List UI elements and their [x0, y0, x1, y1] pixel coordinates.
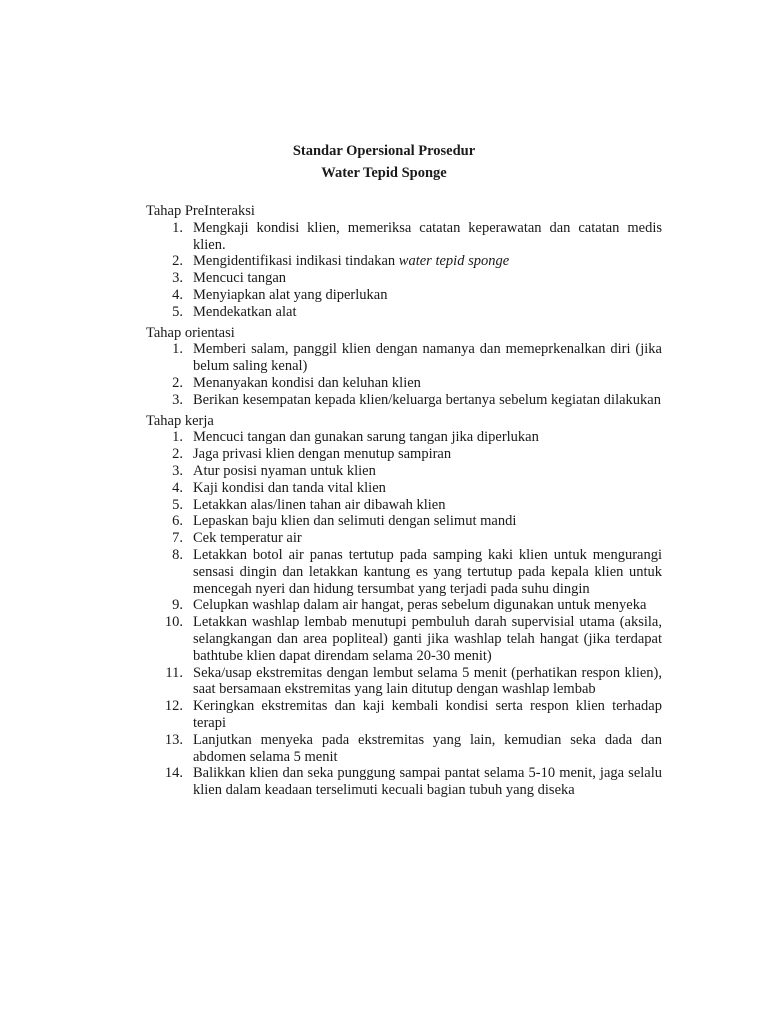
item-number: 1.	[172, 429, 183, 446]
item-number: 3.	[172, 462, 183, 479]
list-item	[146, 513, 662, 530]
item-text: Seka/usap ekstremitas dengan lembut selama 5 menit (perhatikan respon klien), saat bersamaan ekstremitas yang lain ditutup dengan washlap lembab	[193, 664, 662, 698]
title-block	[0, 140, 768, 184]
list-item	[146, 732, 662, 766]
document-body	[146, 203, 662, 803]
item-number: 5.	[172, 303, 183, 320]
list-item	[146, 220, 662, 254]
section-heading: Tahap PreInteraksi	[146, 203, 255, 219]
item-text: Lanjutkan menyeka pada ekstremitas yang lain, kemudian seka dada dan abdomen selama 5 menit	[193, 731, 662, 765]
item-text: Cek temperatur air	[193, 530, 302, 547]
item-number: 9.	[172, 597, 183, 614]
list-item	[146, 547, 662, 597]
item-number: 5.	[172, 496, 183, 513]
section-heading: Tahap orientasi	[146, 324, 235, 341]
section-heading: Tahap kerja	[146, 412, 214, 429]
step-list	[146, 341, 662, 408]
item-text: Balikkan klien dan seka punggung sampai pantat selama 5-10 menit, jaga selalu klien dalam keadaan terselimuti kecuali bagian tubuh yang diseka	[193, 765, 662, 799]
item-number: 14.	[164, 765, 183, 782]
item-text: Mengidentifikasi indikasi tindakan	[193, 253, 399, 270]
item-number: 13.	[164, 731, 183, 748]
list-item	[146, 530, 662, 547]
item-number: 4.	[172, 286, 183, 303]
list-item	[146, 497, 662, 514]
section-orientasi	[146, 325, 662, 409]
list-item	[146, 304, 662, 321]
item-text: Menanyakan kondisi dan keluhan klien	[193, 374, 421, 391]
list-item	[146, 341, 662, 375]
item-text: Mengkaji kondisi klien, memeriksa catatan keperawatan dan catatan medis klien.	[193, 219, 662, 253]
item-number: 3.	[172, 391, 183, 408]
list-item	[146, 270, 662, 287]
list-item	[146, 375, 662, 392]
list-item	[146, 392, 662, 409]
item-number: 11.	[165, 664, 183, 681]
item-number: 6.	[172, 513, 183, 530]
item-number: 4.	[172, 479, 183, 496]
item-number: 2.	[172, 374, 183, 391]
item-number: 3.	[172, 270, 183, 287]
document-subtitle: Water Tepid Sponge	[321, 165, 447, 181]
item-number: 1.	[172, 219, 183, 236]
item-text: Letakkan alas/linen tahan air dibawah klien	[193, 496, 446, 513]
item-text: Atur posisi nyaman untuk klien	[193, 462, 376, 479]
item-text: Mencuci tangan	[193, 270, 287, 287]
item-emphasis: water tepid sponge	[398, 253, 510, 270]
item-number: 7.	[172, 530, 183, 547]
item-text: Lepaskan baju klien dan selimuti dengan selimut mandi	[193, 513, 517, 530]
item-number: 2.	[172, 253, 183, 270]
item-text: Jaga privasi klien dengan menutup sampiran	[193, 446, 452, 463]
list-item	[146, 614, 662, 664]
list-item	[146, 698, 662, 732]
item-text: Kaji kondisi dan tanda vital klien	[193, 479, 386, 496]
list-item	[146, 446, 662, 463]
item-text: Celupkan washlap dalam air hangat, peras sebelum digunakan untuk menyeka	[193, 597, 647, 614]
list-item	[146, 665, 662, 699]
item-number: 2.	[172, 446, 183, 463]
item-number: 10.	[164, 614, 183, 631]
list-item	[146, 765, 662, 799]
item-number: 12.	[164, 698, 183, 715]
list-item	[146, 287, 662, 304]
item-text: Letakkan washlap lembab menutupi pembuluh darah supervisial utama (aksila, selangkangan dan area popliteal) ganti jika washlap telah hangat (jika terdapat bathtube klien dapat direndam selama 20-30 menit)	[193, 614, 662, 664]
list-item	[146, 253, 662, 270]
list-item	[146, 480, 662, 497]
item-text: Memberi salam, panggil klien dengan namanya dan memeprkenalkan diri (jika belum saling kenal)	[193, 341, 662, 375]
list-item	[146, 429, 662, 446]
section-preinteraksi	[146, 203, 662, 321]
step-list	[146, 220, 662, 321]
list-item	[146, 597, 662, 614]
item-number: 1.	[172, 341, 183, 358]
item-text: Mendekatkan alat	[193, 303, 297, 320]
item-text: Keringkan ekstremitas dan kaji kembali kondisi serta respon klien terhadap terapi	[193, 698, 662, 731]
list-item	[146, 463, 662, 480]
item-text: Letakkan botol air panas tertutup pada samping kaki klien untuk mengurangi sensasi dingin dan letakkan kantung es yang tertutup pada kepala klien untuk mencegah nyeri dan hidung tersumbat yang terjadi pada suhu dingin	[193, 546, 662, 597]
document-title: Standar Opersional Prosedur	[292, 143, 476, 159]
item-number: 8.	[172, 546, 183, 563]
item-text: Mencuci tangan dan gunakan sarung tangan jika diperlukan	[193, 429, 539, 446]
item-text: Berikan kesempatan kepada klien/keluarga bertanya sebelum kegiatan dilakukan	[193, 391, 661, 408]
item-text: Menyiapkan alat yang diperlukan	[193, 286, 388, 303]
section-kerja	[146, 413, 662, 799]
step-list	[146, 429, 662, 799]
